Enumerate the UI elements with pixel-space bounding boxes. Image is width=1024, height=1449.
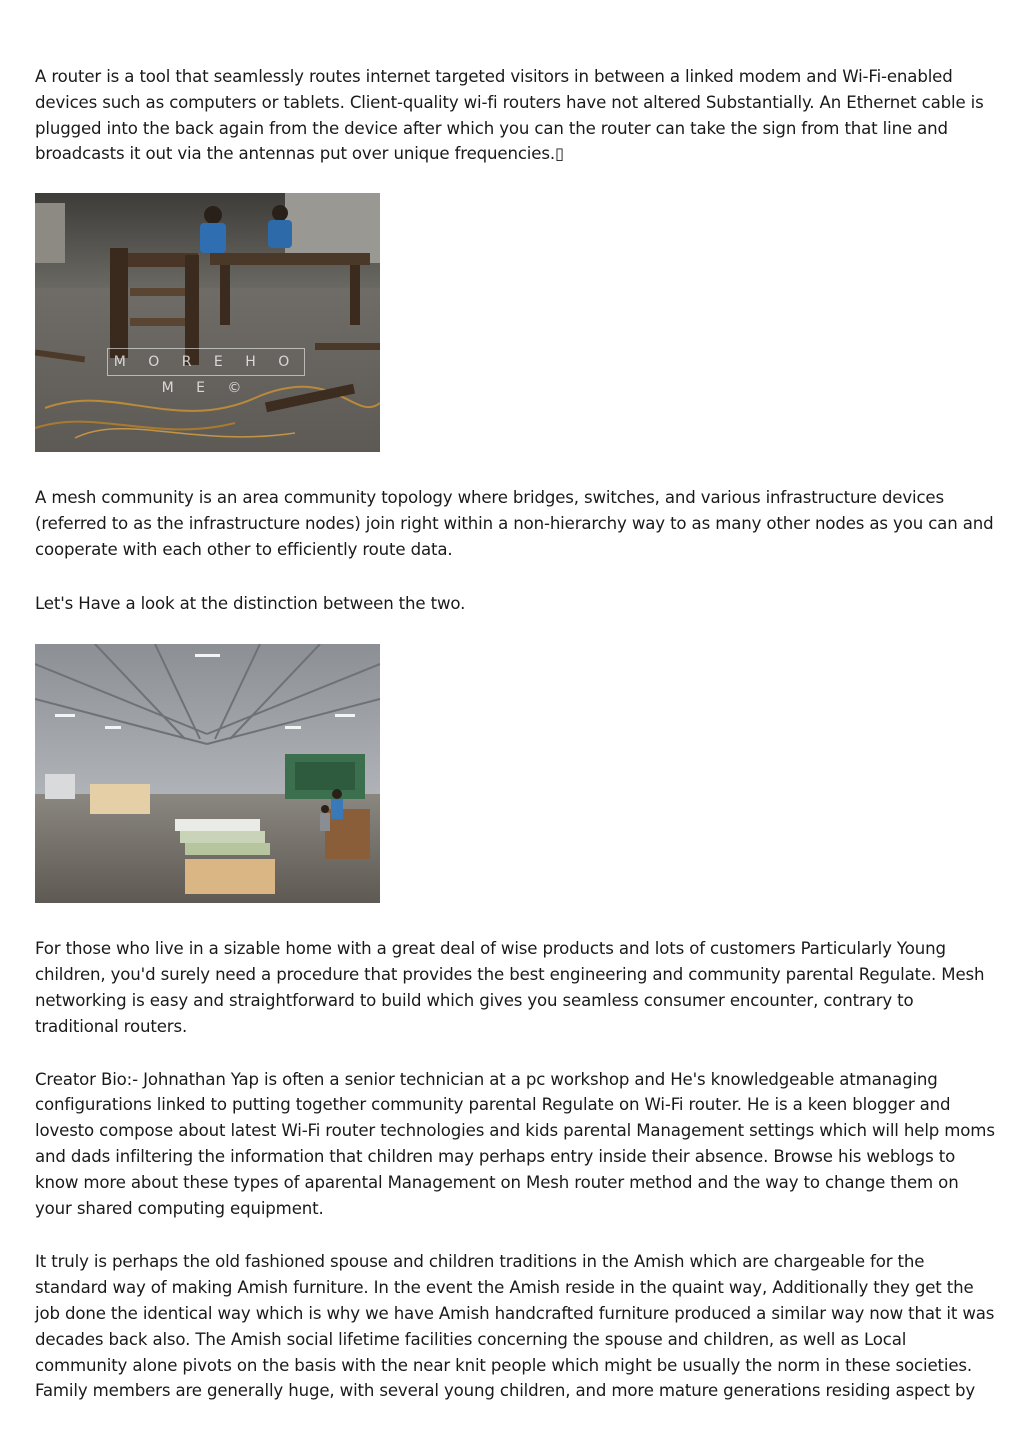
photo-watermark: M O R E H O M E © — [107, 348, 305, 376]
paragraph-mesh-benefits: For those who live in a sizable home with a great deal of wise products and lots of customers Particularly Young children, you'd surely need a procedure that provides the best engineering and community parental Regulate. Mesh networking is easy and straightforward to build which gives you seamless consumer encounter, contrary to traditional routers. — [35, 939, 985, 1036]
paragraph-distinction: Let's Have a look at the distinction between the two. — [35, 593, 466, 613]
paragraph-amish-furniture: It truly is perhaps the old fashioned spouse and children traditions in the Amish which are chargeable for the standard way of making Amish furniture. In the event the Amish reside in the quaint way, Additionally they get the job done the identical way which is why we have Amish handcrafted furniture produced a similar way now that it was decades back also. The Amish social lifetime facilities concerning the spouse and children, as well as Local community alone pivots on the basis with the near knit people which might be usually the norm in these societies. Family members are generally huge, with several young children, and more mature generations residing aspect by — [35, 1252, 995, 1401]
workshop-photo — [35, 193, 380, 452]
paragraph-creator-bio: Creator Bio:- Johnathan Yap is often a senior technician at a pc workshop and He's knowledgeable atmanaging configurations linked to putting together community parental Regulate on Wi-Fi router. He is a keen blogger and lovesto compose about latest Wi-Fi router technologies and kids parental Management settings which will help moms and dads infiltering the information that children may perhaps entry inside their absence. Browse his weblogs to know more about these types of aparental Management on Mesh router method and the way to change them on your shared computing equipment. — [35, 1069, 995, 1218]
paragraph-intro-router: A router is a tool that seamlessly routes internet targeted visitors in between a linked modem and Wi-Fi-enabled devices such as computers or tablets. Client-quality wi-fi routers have not altered Substantially. An Ethernet cable is plugged into the back again from the device after which you can the router can take the sign from that line and broadcasts it out via the antennas put over unique frequencies.▯ — [35, 67, 984, 164]
factory-floor-photo — [35, 644, 380, 903]
paragraph-mesh-definition: A mesh community is an area community topology where bridges, switches, and various infrastructure devices (referred to as the infrastructure nodes) join right within a non-hierarchy way to as many other nodes as you can and cooperate with each other to efficiently route data. — [35, 488, 994, 559]
article-body — [35, 64, 995, 1432]
